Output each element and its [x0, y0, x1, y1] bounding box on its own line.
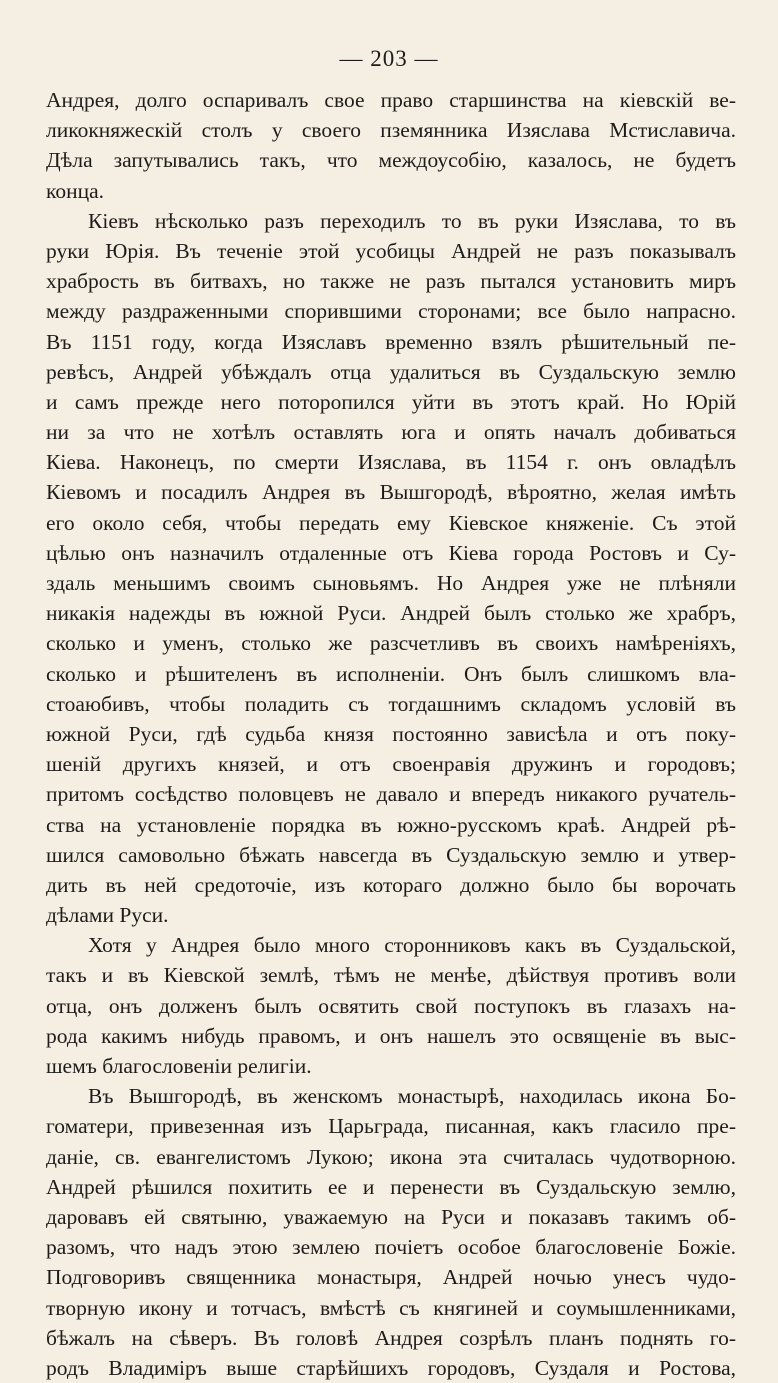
text-line: никакія надежды въ южной Руси. Андрей былъ столько же храбръ,	[46, 601, 736, 626]
text-line: Въ 1151 году, когда Изяславъ временно взялъ рѣшительный пе-	[46, 329, 736, 354]
text-line: конца.	[46, 178, 105, 203]
text-line: Дѣла запутывались такъ, что междоусобію, казалось, не будетъ	[46, 148, 736, 173]
text-line: гоматери, привезенная изъ Царьграда, писанная, какъ гласило пре-	[46, 1114, 736, 1139]
text-line: между раздраженными спорившими сторонами; все было напрасно.	[46, 299, 736, 324]
text-line: южной Руси, гдѣ судьба князя постоянно зависѣла и отъ поку-	[46, 721, 736, 746]
page-number: — 203 —	[339, 46, 439, 71]
text-line: ликокняжескій столъ у своего пземянника Изяслава Мстиславича.	[46, 118, 736, 143]
text-line: бѣжалъ на сѣверъ. Въ головѣ Андрея созрѣлъ планъ поднять го-	[46, 1325, 736, 1350]
text-line: шился самовольно бѣжать навсегда въ Суздальскую землю и утвер-	[46, 842, 736, 867]
text-line: дѣлами Руси.	[46, 903, 169, 928]
text-line: цѣлью онъ назначилъ отдаленные отъ Кіева города Ростовъ и Су-	[46, 540, 736, 565]
text-line: руки Юрія. Въ теченіе этой усобицы Андрей не разъ показывалъ	[46, 238, 736, 263]
text-line: родъ Владиміръ выше старѣйшихъ городовъ, Суздаля и Ростова,	[46, 1355, 736, 1380]
text-line: Подговоривъ священника монастыря, Андрей ночью унесъ чудо-	[46, 1265, 736, 1290]
text-line: даровавъ ей святыню, уважаемую на Руси и показавъ такимъ об-	[46, 1204, 736, 1229]
text-line: шемъ благословеніи религіи.	[46, 1054, 312, 1078]
text-line: Кіевомъ и посадилъ Андрея въ Вышгородѣ, вѣроятно, желая имѣть	[46, 480, 736, 505]
text-line: Андрей рѣшился похитить ее и перенести въ Суздальскую землю,	[46, 1174, 736, 1199]
text-line: ства на установленіе порядка въ южно-русскомъ краѣ. Андрей рѣ-	[46, 812, 736, 837]
text-line: отца, онъ долженъ былъ освятить свой поступокъ въ глазахъ на-	[46, 993, 736, 1018]
text-line: Въ Вышгородѣ, въ женскомъ монастырѣ, находилась икона Бо-	[88, 1084, 736, 1109]
text-line: его около себя, чтобы передать ему Кіевское княженіе. Съ этой	[46, 510, 736, 535]
text-line: ни за что не хотѣлъ оставлять юга и опять началъ добиваться	[46, 420, 736, 445]
text-line: храбрость въ битвахъ, но также не разъ пытался установить миръ	[46, 269, 736, 294]
text-line: притомъ сосѣдство половцевъ не давало и впередъ никакого ручатель-	[46, 782, 736, 807]
text-line: сколько и рѣшителенъ въ исполненіи. Онъ былъ слишкомъ вла-	[46, 661, 736, 686]
text-line: стоаюбивъ, чтобы поладить съ тогдашнимъ складомъ условій въ	[46, 691, 736, 716]
text-line: дить въ ней средоточіе, изъ котораго должно было бы ворочать	[46, 872, 736, 897]
text-line: Кіева. Наконецъ, по смерти Изяслава, въ 1154 г. онъ овладѣлъ	[46, 450, 736, 475]
text-line: творную икону и тотчасъ, вмѣстѣ съ княгиней и соумышленниками,	[46, 1295, 736, 1320]
text-line: разомъ, что надъ этою землею почіетъ особое благословеніе Божіе.	[46, 1235, 736, 1260]
text-line: ревѣсъ, Андрей убѣждалъ отца удалиться въ Суздальскую землю	[46, 359, 736, 384]
body-text	[46, 85, 736, 1383]
text-line: Андрея, долго оспаривалъ свое право старшинства на кіевскій ве-	[46, 88, 736, 112]
text-line: даніе, св. евангелистомъ Лукою; икона эта считалась чудотворною.	[46, 1144, 736, 1169]
text-line: рода какимъ нибудь правомъ, и онъ нашелъ это освященіе въ выс-	[46, 1023, 736, 1048]
text-line: и самъ прежде него поторопился уйти въ этотъ край. Но Юрій	[46, 389, 736, 414]
text-line: шеній другихъ князей, и отъ своенравія дружинъ и городовъ;	[46, 752, 736, 777]
text-line: сколько и уменъ, столько же разсчетливъ въ своихъ намѣреніяхъ,	[46, 631, 736, 656]
text-line: Кіевъ нѣсколько разъ переходилъ то въ руки Изяслава, то въ	[88, 208, 736, 233]
text-line: здаль меньшимъ своимъ сыновьямъ. Но Андрея уже не плѣняли	[46, 571, 736, 595]
text-line: Хотя у Андрея было много сторонниковъ какъ въ Суздальской,	[88, 933, 736, 958]
text-line: такъ и въ Кіевской землѣ, тѣмъ не менѣе, дѣйствуя противъ воли	[46, 963, 736, 988]
